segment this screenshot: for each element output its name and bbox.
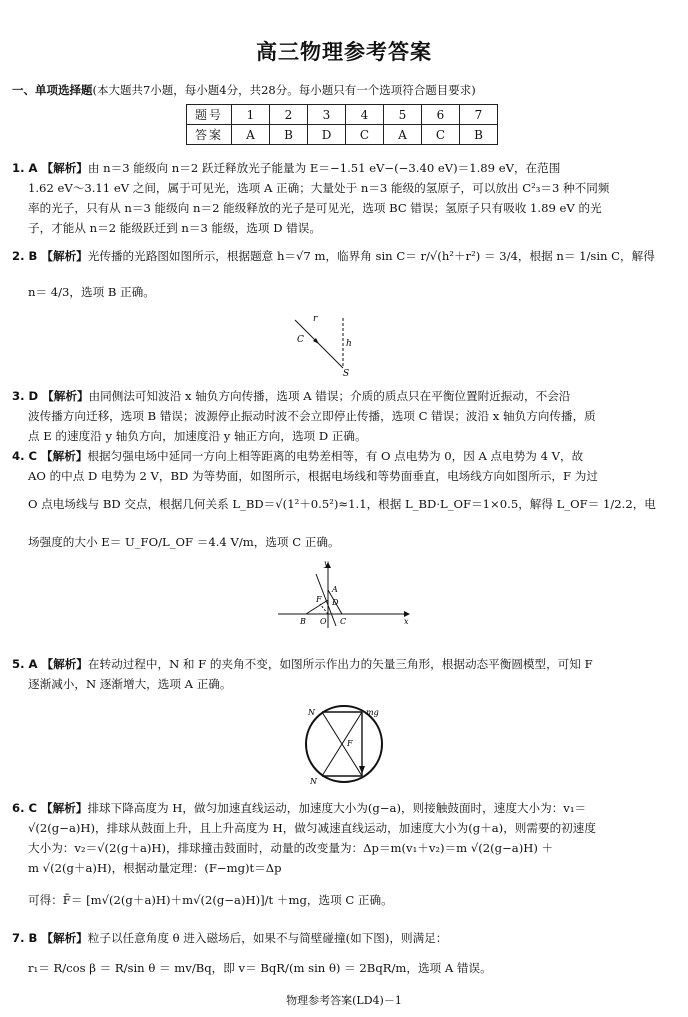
- q7-head: 7. B 【解析】: [12, 931, 88, 945]
- q5-line: 逐渐减小，N 逐渐增大，选项 A 正确。: [28, 677, 232, 691]
- answer-table-number-row: [187, 105, 498, 125]
- label-h: h: [346, 339, 352, 349]
- label-b: B: [300, 617, 306, 626]
- question-number: 6: [422, 105, 460, 125]
- question-2-solution: [12, 246, 676, 302]
- q3-head: 3. D 【解析】: [12, 389, 89, 403]
- q2-line: 光传播的光路图如图所示，根据题意 h＝√7 m，临界角 sin C＝ r/√(h²＋r²) ＝ 3/4，根据 n＝ 1/sin C，解得: [87, 249, 655, 263]
- q1-line: 率的光子，只有从 n＝3 能级向 n＝2 能级释放的光子是可见光，选项 BC 错误；氢原子只有吸收 1.89 eV 的光: [28, 201, 602, 215]
- line-of: [320, 604, 328, 614]
- row-label-number: 题号: [187, 105, 232, 125]
- q7-line: r₁＝ R/cos β ＝ R/sin θ ＝ mv/Bq，即 v＝ BqR/(m sin θ) ＝ 2BqR/m，选项 A 错误。: [28, 961, 492, 975]
- answer-cell: A: [232, 125, 270, 145]
- question-number: 1: [232, 105, 270, 125]
- question-number: 3: [308, 105, 346, 125]
- section-title: 一、单项选择题: [12, 83, 93, 97]
- answer-cell: C: [422, 125, 460, 145]
- q5-line: 在转动过程中，N 和 F 的夹角不变，如图所示作出力的矢量三角形，根据动态平衡圆模型，可知 F: [87, 657, 593, 671]
- question-1-solution: [12, 158, 676, 238]
- q6-line: 排球下降高度为 H，做匀加速直线运动，加速度大小为(g−a)，则接触鼓面时，速度大小为：v₁＝: [87, 801, 587, 815]
- q5-head: 5. A 【解析】: [12, 657, 88, 671]
- label-a: A: [332, 585, 338, 594]
- q4-line: O 点电场线与 BD 交点，根据几何关系 L_BD＝√(1²＋0.5²)≈1.1，根据 L_BD·L_OF＝1×0.5，解得 L_OF＝ 1/2.2，电: [28, 497, 656, 511]
- answer-cell: B: [270, 125, 308, 145]
- answer-table: [186, 104, 498, 145]
- label-y: y: [324, 560, 329, 568]
- q3-line: 由同侧法可知波沿 x 轴负方向传播，选项 A 错误；介质的质点只在平衡位置附近振动，不会沿: [88, 389, 571, 403]
- question-number: 7: [460, 105, 498, 125]
- answer-cell: A: [384, 125, 422, 145]
- question-3-solution: [12, 386, 676, 446]
- question-7-solution: [12, 928, 676, 978]
- dynamic-circle: [306, 706, 382, 782]
- q6-head: 6. C 【解析】: [12, 801, 88, 815]
- label-r: r: [313, 314, 318, 324]
- q1-head: 1. A 【解析】: [12, 161, 88, 175]
- section-note: (本大题共7小题，每小题4分，共28分。每小题只有一个选项符合题目要求): [92, 83, 476, 97]
- answer-cell: C: [346, 125, 384, 145]
- label-n-bottom: N: [310, 777, 317, 786]
- row-label-answer: 答案: [187, 125, 232, 145]
- q4-electric-field-figure: [276, 560, 416, 630]
- q6-line: m √(2(g＋a)H)，根据动量定理：(F−mg)t＝Δp: [28, 861, 282, 875]
- question-number: 2: [270, 105, 308, 125]
- page-title: 高三物理参考答案: [256, 40, 432, 64]
- page-footer: 物理参考答案(LD4)－1: [286, 994, 402, 1007]
- q2-head: 2. B 【解析】: [12, 249, 88, 263]
- question-5-solution: [12, 654, 676, 694]
- q3-line: 波传播方向迁移，选项 B 错误；波源停止振动时波不会立即停止传播，选项 C 错误；波沿 x 轴负方向传播，质: [28, 409, 596, 423]
- q3-line: 点 E 的速度沿 y 轴负方向，加速度沿 y 轴正方向，选项 D 正确。: [28, 429, 367, 443]
- question-number: 5: [384, 105, 422, 125]
- q4-line: 根据匀强电场中延同一方向上相等距离的电势差相等，有 O 点电势为 0，因 A 点电势为 4 V，故: [87, 449, 584, 463]
- answer-cell: D: [308, 125, 346, 145]
- label-o: O: [320, 617, 327, 626]
- label-x: x: [404, 617, 409, 626]
- question-number: 4: [346, 105, 384, 125]
- q2-line: n＝ 4/3，选项 B 正确。: [28, 285, 155, 299]
- label-c: C: [297, 335, 304, 345]
- answer-table-answer-row: [187, 125, 498, 145]
- label-c: C: [340, 617, 347, 626]
- q6-line: √(2(g−a)H)，排球从鼓面上升，且上升高度为 H，做匀减速直线运动，加速度大小为(g＋a)，则需要的初速度: [28, 821, 596, 835]
- q1-line: 1.62 eV～3.11 eV 之间，属于可见光，选项 A 正确；大量处于 n＝3 能级的氢原子，可以放出 C²₃＝3 种不同频: [28, 181, 610, 195]
- question-4-solution: [12, 446, 676, 552]
- q7-line: 粒子以任意角度 θ 进入磁场后，如果不与简壁碰撞(如下图)，则满足：: [87, 931, 448, 945]
- q1-line: 由 n＝3 能级向 n＝2 跃迁释放光子能量为 E＝−1.51 eV−(−3.40 eV)＝1.89 eV，在范围: [87, 161, 561, 175]
- label-d: D: [332, 598, 339, 607]
- section-heading: [12, 82, 476, 98]
- answer-cell: B: [460, 125, 498, 145]
- q4-line: 场强度的大小 E＝ U_FO/L_OF ＝4.4 V/m，选项 C 正确。: [28, 535, 340, 549]
- question-6-solution: [12, 798, 676, 910]
- label-mg: mg: [366, 708, 379, 717]
- q6-line: 可得：F̄＝ [m√(2(g＋a)H)＋m√(2(g−a)H)]/t ＋mg，选项 C 正确。: [28, 893, 393, 907]
- label-f: F: [347, 739, 353, 748]
- q5-force-circle-figure: [298, 702, 394, 786]
- label-f: F: [316, 595, 322, 604]
- q2-light-path-figure: [285, 312, 365, 378]
- q4-head: 4. C 【解析】: [12, 449, 88, 463]
- label-s: S: [343, 369, 350, 378]
- label-n-top: N: [308, 708, 315, 717]
- q4-line: AO 的中点 D 电势为 2 V，BD 为等势面，如图所示，根据电场线和等势面垂直，电场线方向如图所示，F 为过: [28, 469, 598, 483]
- q6-line: 大小为：v₂＝√(2(g＋a)H)，排球撞击鼓面时，动量的改变量为：Δp＝m(v₁＋v₂)＝m √(2(g−a)H) ＋: [28, 841, 554, 855]
- q1-line: 子，才能从 n＝2 能级跃迁到 n＝3 能级，选项 D 错误。: [28, 221, 321, 235]
